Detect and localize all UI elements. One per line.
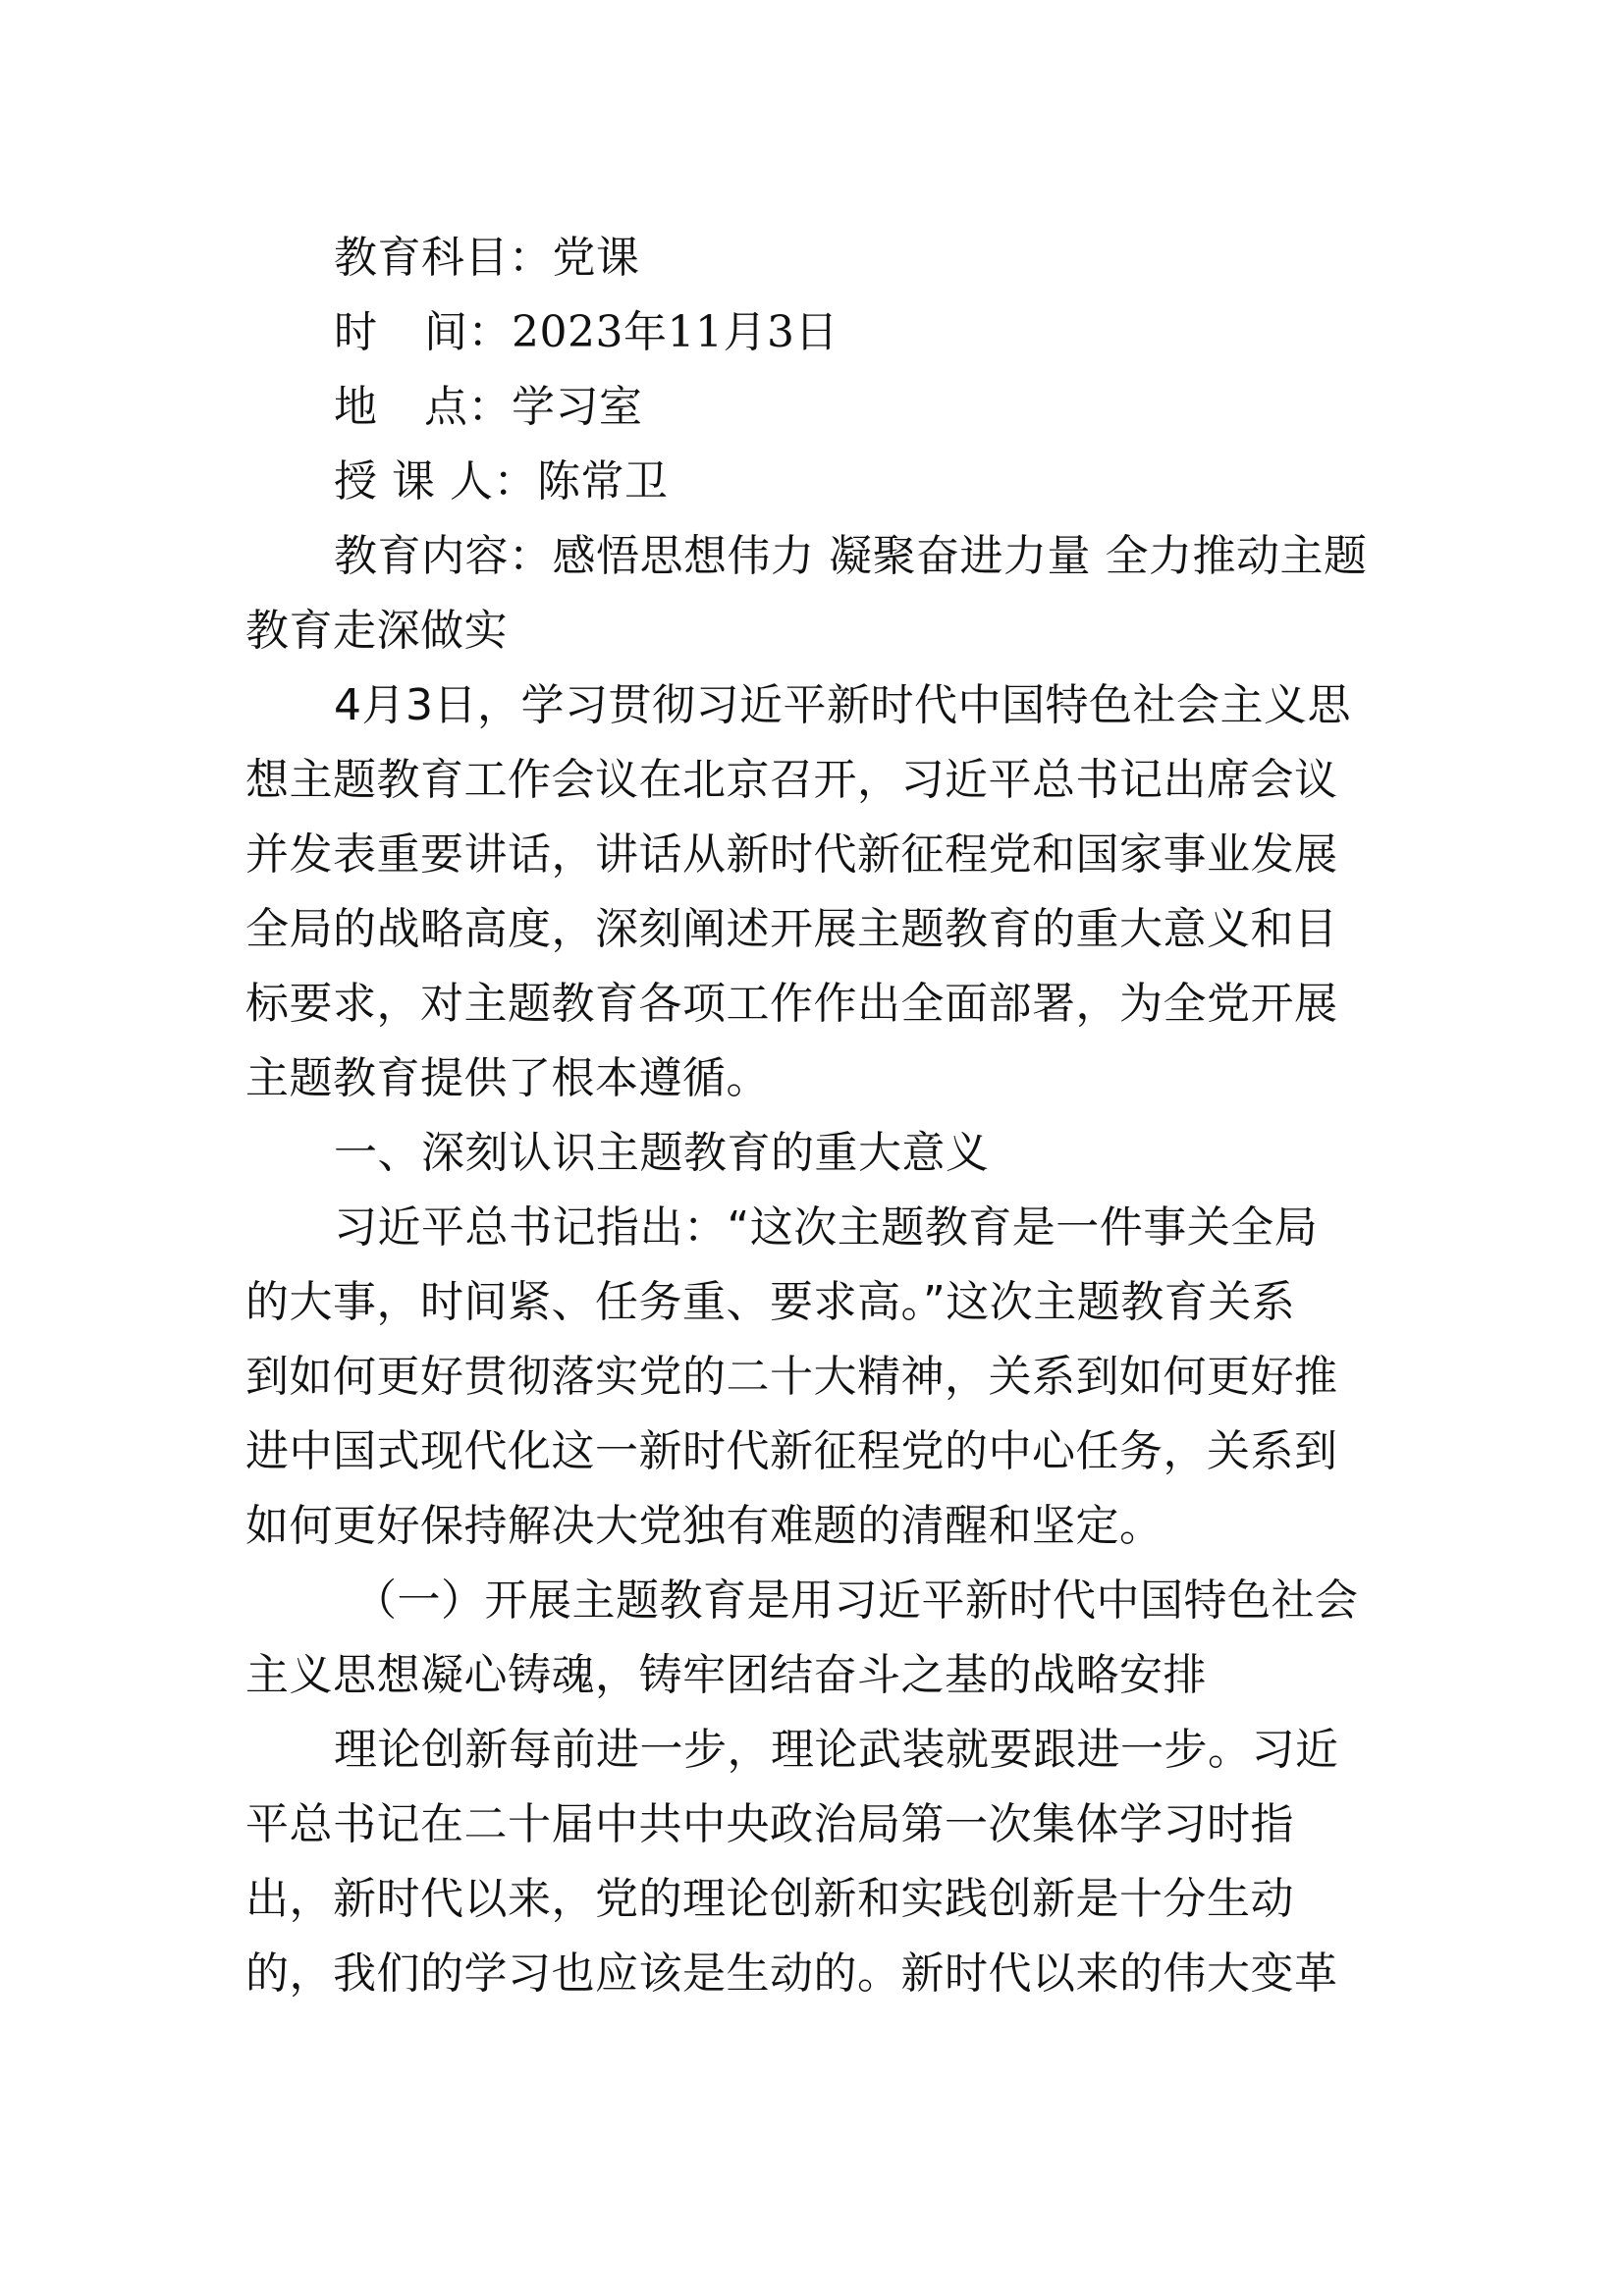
paragraph-3-line: 出，新时代以来，党的理论创新和实践创新是十分生动 (245, 1874, 1294, 1924)
subject-value: 党课 (552, 233, 640, 283)
content-row (245, 519, 1384, 594)
time-row (245, 295, 1384, 370)
content-value-line2: 教育走深做实 (245, 606, 508, 656)
content-value-line1: 感悟思想伟力 凝聚奋进力量 全力推动主题 (552, 531, 1368, 581)
paragraph-1-line: 4月3日，学习贯彻习近平新时代中国特色社会主义思 (334, 680, 1351, 730)
paragraph-2-line: 如何更好保持解决大党独有难题的清醒和坚定。 (245, 1501, 1164, 1551)
document-page (245, 221, 1384, 2011)
lecturer-row (245, 445, 1384, 519)
place-label-a: 地 (334, 382, 424, 432)
paragraph-2-line: 到如何更好贯彻落实党的二十大精神，关系到如何更好推 (245, 1352, 1338, 1402)
content-label: 教育内容： (334, 531, 553, 581)
place-row (245, 370, 1384, 445)
subject-row (245, 221, 1384, 295)
time-value: 2023年11月3日 (512, 307, 839, 357)
place-value: 学习室 (512, 382, 643, 432)
time-label-a: 时 (334, 307, 424, 357)
paragraph-1-line: 想主题教育工作会议在北京召开，习近平总书记出席会议 (245, 755, 1338, 805)
paragraph-1-line: 主题教育提供了根本遵循。 (245, 1053, 770, 1103)
paragraph-3-line: 平总书记在二十届中共中央政治局第一次集体学习时指 (245, 1799, 1294, 1849)
paragraph-1-line: 标要求，对主题教育各项工作作出全面部署，为全党开展 (245, 979, 1338, 1029)
paragraph-3-line: 的，我们的学习也应该是生动的。新时代以来的伟大变革 (245, 1949, 1338, 1999)
paragraph-2-line: 习近平总书记指出：“这次主题教育是一件事关全局 (334, 1202, 1319, 1253)
paragraph-1-line: 并发表重要讲话，讲话从新时代新征程党和国家事业发展 (245, 829, 1338, 880)
content-row-continuation (245, 594, 1384, 668)
lecturer-label: 授 课 人： (334, 456, 537, 507)
place-label-b: 点： (424, 382, 512, 432)
paragraph-2-line: 的大事，时间紧、任务重、要求高。”这次主题教育关系 (245, 1277, 1296, 1327)
lecturer-value: 陈常卫 (536, 456, 669, 507)
subheading-1-line: （一）开展主题教育是用习近平新时代中国特色社会 (353, 1575, 1359, 1626)
subheading-1-line: 主义思想凝心铸魂，铸牢团结奋斗之基的战略安排 (245, 1650, 1207, 1700)
paragraph-3-line: 理论创新每前进一步，理论武装就要跟进一步。习近 (334, 1725, 1339, 1775)
section-heading-1: 一、深刻认识主题教育的重大意义 (334, 1128, 990, 1178)
subject-label: 教育科目： (334, 233, 553, 283)
time-label-b: 间： (424, 307, 512, 357)
paragraph-2-line: 进中国式现代化这一新时代新征程党的中心任务，关系到 (245, 1426, 1338, 1476)
paragraph-1-line: 全局的战略高度，深刻阐述开展主题教育的重大意义和目 (245, 904, 1338, 954)
